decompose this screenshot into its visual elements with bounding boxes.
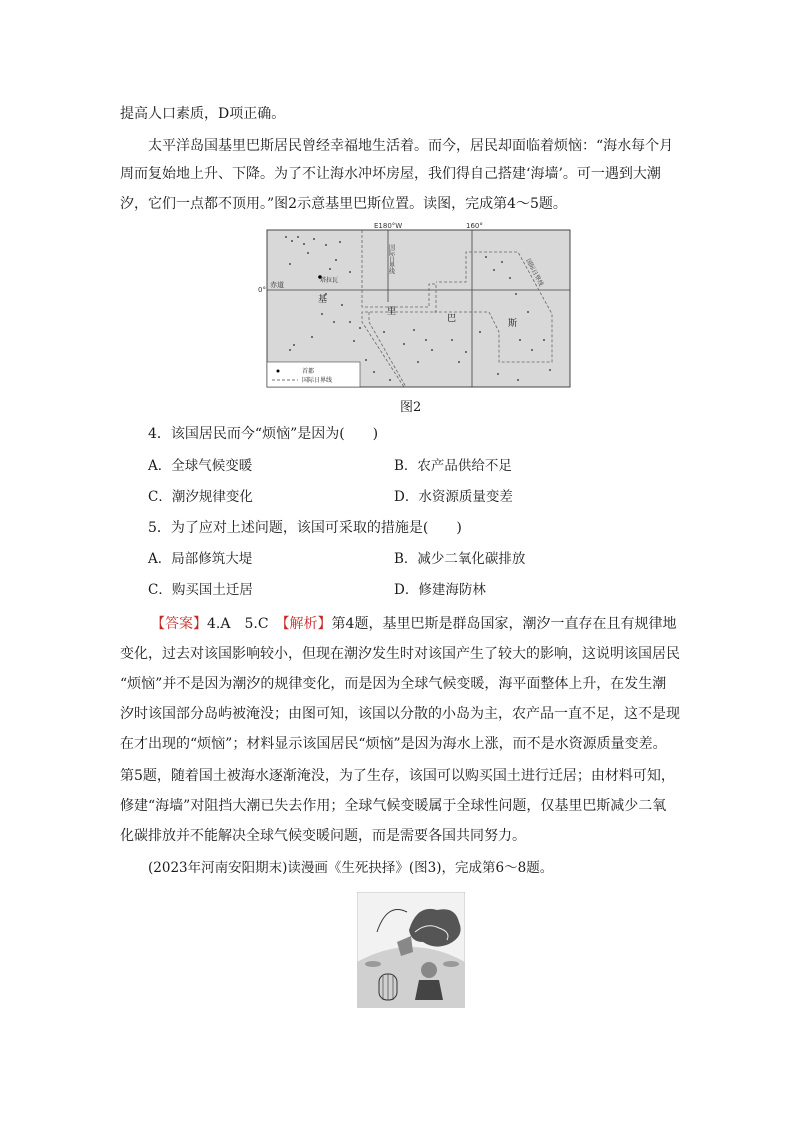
- analysis-line-3: “烦恼”并不是因为潮汐的规律变化，而是因为全球气候变暖，海平面整体上升，在发生潮: [120, 676, 667, 692]
- q4-option-d: D．水资源质量变差: [394, 489, 513, 505]
- capital-label: 塔拉瓦: [320, 277, 339, 284]
- analysis-text-1: 第4题，基里巴斯是群岛国家，潮汐一直存在且有规律地: [331, 616, 677, 632]
- q5-option-c: C．购买国土迁居: [148, 582, 253, 598]
- analysis-line-6: 第5题，随着国土被海水逐渐淹没，为了生存，该国可以购买国土进行迁居；由材料可知，: [120, 768, 675, 784]
- idl-label-right: 国际日界线: [524, 257, 545, 288]
- analysis-line-8: 化碳排放并不能解决全球气候变暖问题，而是需要各国共同努力。: [120, 828, 526, 844]
- question-5-stem: 5．为了应对上述问题，该国可采取的措施是( ): [148, 520, 462, 536]
- legend-idl-label: 国际日界线: [302, 377, 333, 384]
- question-6-intro: (2023年河南安阳期末)读漫画《生死抉择》(图3)，完成第6～8题。: [148, 860, 554, 876]
- answer-key: 4.A 5.C: [207, 616, 283, 632]
- q4-option-a: A．全球气候变暖: [148, 458, 253, 474]
- question-4-stem: 4．该国居民而今“烦恼”是因为( ): [148, 426, 379, 442]
- kiribati-location-map: [254, 222, 574, 392]
- cartoon-life-death-choice: [357, 892, 465, 1008]
- country-char-2: 里: [387, 307, 397, 317]
- q4-option-b: B．农产品供给不足: [394, 458, 512, 474]
- country-char-1: 基: [318, 295, 328, 305]
- longitude-label-180: E180°W: [374, 222, 403, 230]
- q5-option-a: A．局部修筑大堤: [148, 551, 253, 567]
- country-char-4: 斯: [508, 319, 518, 329]
- passage-line-2: 周而复始地上升、下降。为了不让海水冲坏房屋，我们得自己搭建‘海墙’。可一遇到大潮: [120, 166, 661, 182]
- equator-label: 赤道: [270, 281, 284, 289]
- analysis-line-7: 修建“海墙”对阻挡大潮已失去作用；全球气候变暖属于全球性问题，仅基里巴斯减少二氧: [120, 798, 667, 814]
- q4-option-c: C．潮汐规律变化: [148, 489, 253, 505]
- country-char-3: 巴: [447, 314, 457, 324]
- legend-capital-label: 首都: [302, 368, 315, 375]
- analysis-tag: 【解析】: [282, 616, 332, 632]
- passage-line-3: 汐，它们一点都不顶用。”图2示意基里巴斯位置。读图，完成第4～5题。: [120, 196, 567, 212]
- analysis-line-2: 变化，过去对该国影响较小，但现在潮汐发生时对该国产生了较大的影响，这说明该国居民: [120, 646, 680, 662]
- equator-degree-label: 0°: [258, 286, 266, 294]
- analysis-line-4: 汐时该国部分岛屿被淹没；由图可知，该国以分散的小岛为主，农产品一直不足，这不是现: [120, 706, 680, 722]
- idl-label: 国际日界线: [387, 244, 395, 274]
- figure-2-caption: 图2: [400, 400, 422, 415]
- analysis-line-5: 在才出现的“烦恼”；材料显示该国居民“烦恼”是因为海水上涨，而不是水资源质量变差。: [120, 736, 667, 752]
- longitude-label-160: 160°: [466, 222, 483, 230]
- paragraph-continuation: 提高人口素质，D项正确。: [120, 106, 286, 122]
- answer-line-1: [151, 614, 676, 634]
- passage-line-1: 太平洋岛国基里巴斯居民曾经幸福地生活着。而今，居民却面临着烦恼：“海水每个月: [148, 138, 674, 154]
- q5-option-d: D．修建海防林: [394, 582, 486, 598]
- answer-tag: 【答案】: [151, 616, 207, 632]
- q5-option-b: B．减少二氧化碳排放: [394, 551, 526, 567]
